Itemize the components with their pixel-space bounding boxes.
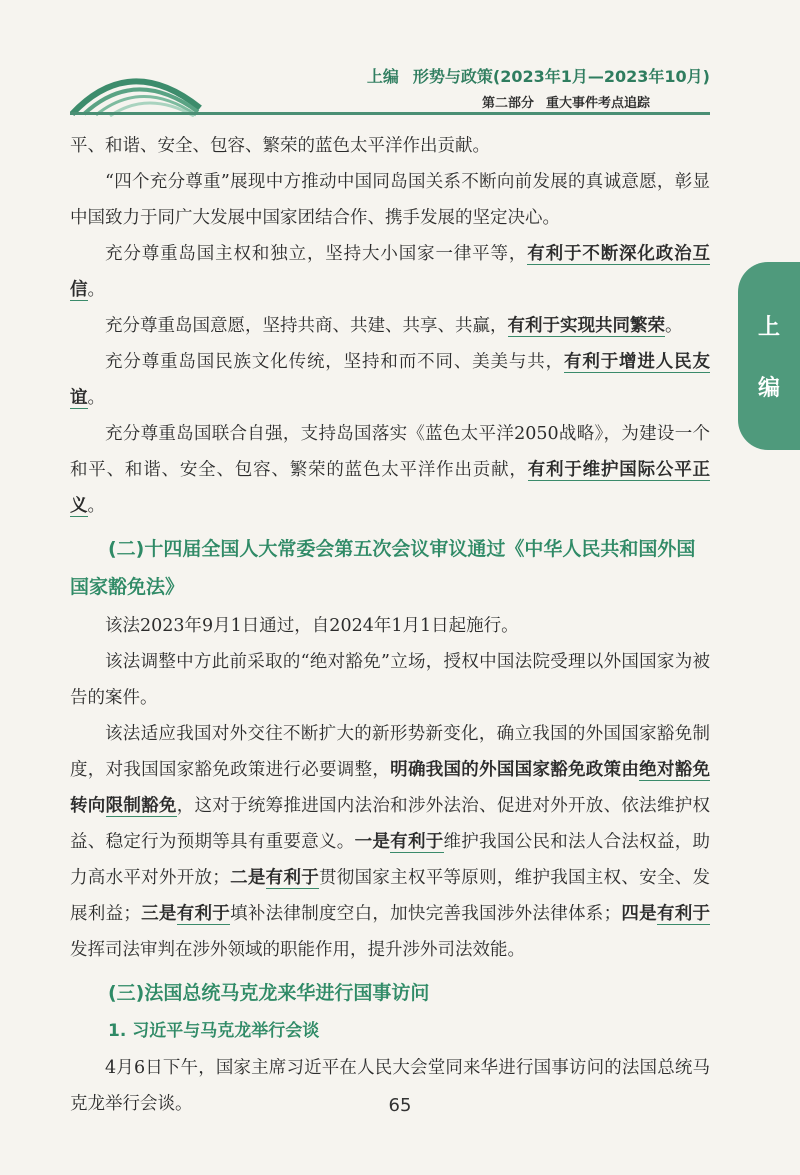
keyword-highlight: 有利于 [265, 868, 320, 888]
side-tab-char-1: 上 [757, 315, 780, 340]
paragraph-text: 贯彻国家主权平等原则，维护我国主权、安全、发展利益； [70, 868, 711, 924]
side-tab-char-2: 编 [757, 376, 780, 401]
paragraph-text: 充分尊重岛国意愿，坚持共商、共建、共享、共赢， [105, 316, 508, 336]
paragraph-text: 。 [87, 280, 105, 300]
header-sub-main: 重大事件考点追踪 [545, 96, 650, 111]
keyword-highlight: 有利于不断深化政治互信 [70, 244, 710, 300]
paragraph: 该法2023年9月1日通过，自2024年1月1日起施行。 [105, 616, 519, 636]
paragraph-text: 。 [87, 388, 105, 408]
paragraph: 4月6日下午，国家主席习近平在人民大会堂同来华进行国事访问的法国总统马克龙举行会谈。 [70, 1058, 710, 1114]
paragraph [70, 236, 710, 308]
subsection-heading: 1. 习近平与马克龙举行会谈 [108, 1021, 320, 1041]
paragraph-text: 。 [87, 496, 105, 516]
header-title [367, 64, 710, 87]
section-heading: (三)法国总统马克龙来华进行国事访问 [108, 982, 430, 1004]
bold-text: 四是 [621, 904, 657, 924]
paragraph: “四个充分尊重”展现中方推动中国同岛国关系不断向前发展的真诚意愿，彰显中国致力于同广大发展中国家团结合作、携手发展的坚定决心。 [70, 172, 710, 228]
bold-text: 三是 [140, 904, 177, 924]
keyword-highlight: 有利于 [390, 832, 444, 852]
keyword-highlight: 有利于 [176, 904, 231, 924]
paragraph [70, 416, 710, 524]
paragraph-text: ，这对于统筹推进国内法治和涉外法治、促进对外开放、依法维护权益、稳定行为预期等具有重要意义。 [70, 796, 711, 852]
bold-text: 二是 [229, 868, 266, 888]
bold-text: 转向 [70, 796, 106, 816]
paragraph [70, 344, 710, 416]
header-title-main: 形势与政策(2023年1月—2023年10月) [412, 67, 710, 86]
paragraph-text: 充分尊重岛国联合自强，支持岛国落实《蓝色太平洋2050战略》，为建设一个和平、和谐、安全、包容、繁荣的蓝色太平洋作出贡献， [70, 424, 710, 480]
bold-text: 明确我国的外国国家豁免政策由 [390, 760, 640, 780]
keyword-highlight: 限制豁免 [105, 796, 177, 816]
paragraph: 该法调整中方此前采取的“绝对豁免”立场，授权中国法院受理以外国国家为被告的案件。 [70, 652, 710, 708]
keyword-highlight: 绝对豁免 [639, 760, 711, 780]
page-body [70, 128, 710, 1122]
header-title-part: 上编 [366, 67, 399, 86]
section-heading: (二)十四届全国人大常委会第五次会议审议通过《中华人民共和国外国国家豁免法》 [70, 538, 696, 598]
paragraph-text: 维护我国公民和法人合法权益，助力高水平对外开放； [70, 832, 711, 888]
paragraph-text: 充分尊重岛国主权和独立，坚持大小国家一律平等， [105, 244, 528, 264]
header-rule [70, 112, 710, 115]
paragraph-text: 。 [665, 316, 683, 336]
paragraph [70, 308, 710, 344]
keyword-highlight: 有利于维护国际公平正义 [70, 460, 710, 516]
keyword-highlight: 有利于实现共同繁荣 [507, 316, 665, 336]
paragraph-text: 充分尊重岛国民族文化传统，坚持和而不同、美美与共， [105, 352, 564, 372]
paragraph-text: 填补法律制度空白，加快完善我国涉外法律体系； [230, 904, 622, 924]
page-number: 65 [388, 1095, 412, 1116]
side-tab [738, 262, 800, 450]
header-sub-part: 第二部分 [481, 96, 534, 111]
keyword-highlight: 有利于 [656, 904, 711, 924]
bold-text: 一是 [354, 832, 391, 852]
paragraph-text: 发挥司法审判在涉外领域的职能作用，提升涉外司法效能。 [70, 940, 525, 960]
paragraph: 平、和谐、安全、包容、繁荣的蓝色太平洋作出贡献。 [70, 136, 490, 156]
paragraph [70, 716, 710, 968]
header-subtitle [482, 92, 650, 111]
header-arc-decoration [70, 62, 210, 117]
paragraph-text: 该法适应我国对外交往不断扩大的新形势新变化，确立我国的外国国家豁免制度，对我国国家豁免政策进行必要调整， [70, 724, 710, 780]
keyword-highlight: 有利于增进人民友谊 [70, 352, 710, 408]
